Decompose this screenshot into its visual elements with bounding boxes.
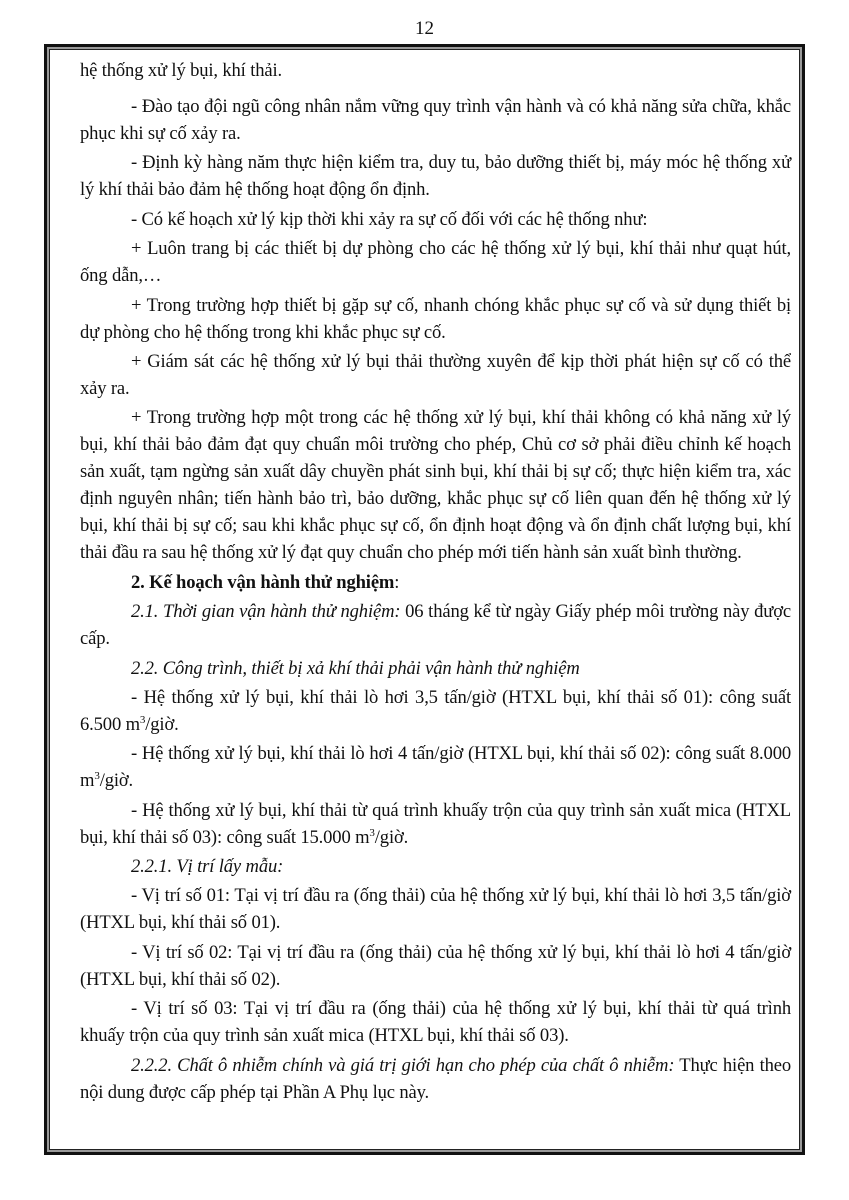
paragraph-system-03 xyxy=(80,797,791,851)
subsection-heading-equipment xyxy=(80,655,791,682)
document-body xyxy=(80,57,791,1108)
subsection-label: 2.2. Công trình, thiết bị xả khí thải phải vận hành thử nghiệm xyxy=(131,657,580,679)
paragraph-pollutants xyxy=(80,1052,791,1106)
paragraph-text: Thực hiện theo nội dung được cấp phép tại Phần A Phụ lục này. xyxy=(80,1054,791,1103)
paragraph-text: - Định kỳ hàng năm thực hiện kiểm tra, duy tu, bảo dưỡng thiết bị, máy móc hệ thống xử lý khí thải bảo đảm hệ thống hoạt động ổn định. xyxy=(80,152,791,201)
paragraph-continuation xyxy=(80,57,791,84)
paragraph-text: - Hệ thống xử lý bụi, khí thải từ quá trình khuấy trộn của quy trình sản xuất mica (HTXL bụi, khí thải số 03): công suất 15.000 m xyxy=(80,799,791,848)
subsection-label: 2.1. Thời gian vận hành thử nghiệm: xyxy=(131,601,401,623)
superscript: 3 xyxy=(369,826,375,839)
paragraph-text: - Hệ thống xử lý bụi, khí thải lò hơi 3,5 tấn/giờ (HTXL bụi, khí thải số 01): công suất 6.500 m xyxy=(80,686,791,735)
paragraph-text: + Giám sát các hệ thống xử lý bụi thải thường xuyên để kịp thời phát hiện sự cố có thể xảy ra. xyxy=(80,350,791,399)
subsection-heading-sampling xyxy=(80,853,791,880)
paragraph-text: + Luôn trang bị các thiết bị dự phòng cho các hệ thống xử lý bụi, khí thải như quạt hút, ống dẫn,… xyxy=(80,238,791,287)
section-heading-trial-plan xyxy=(80,569,791,596)
subsection-label: 2.2.2. Chất ô nhiễm chính và giá trị giới hạn cho phép của chất ô nhiễm: xyxy=(131,1054,675,1076)
paragraph-text: - Có kế hoạch xử lý kịp thời khi xảy ra sự cố đối với các hệ thống như: xyxy=(131,208,648,230)
paragraph-system-failure xyxy=(80,404,791,566)
paragraph-sampling-03 xyxy=(80,995,791,1049)
paragraph-system-02 xyxy=(80,740,791,794)
paragraph-monitoring xyxy=(80,348,791,402)
paragraph-text: - Vị trí số 03: Tại vị trí đầu ra (ống thải) của hệ thống xử lý bụi, khí thải từ quá trình khuấy trộn của quy trình sản xuất mica (HTXL bụi, khí thải số 03). xyxy=(80,998,791,1047)
subsection-label: 2.2.1. Vị trí lấy mẫu: xyxy=(131,856,284,878)
paragraph-backup-equipment xyxy=(80,235,791,289)
paragraph-maintenance xyxy=(80,149,791,203)
superscript: 3 xyxy=(139,713,146,726)
paragraph-text: + Trong trường hợp một trong các hệ thống xử lý bụi, khí thải không có khả năng xử lý bụi, khí thải bảo đảm đạt quy chuẩn môi trường cho phép, Chủ cơ sở phải điều chỉnh kế hoạch sản xuất, tạm ngừng sản xuất dây chuyền phát sinh bụi, khí thải bị sự cố; thực hiện kiểm tra, xác định nguyên nhân; tiến hành bảo trì, bảo dưỡng, khắc phục sự cố liên quan đến hệ thống xử lý bụi, khí thải bị sự cố; sau khi khắc phục sự cố, ổn định hoạt động và ổn định chất lượng bụi, khí thải đầu ra sau hệ thống xử lý đạt quy chuẩn cho phép mới tiến hành sản xuất bình thường. xyxy=(80,407,791,564)
heading-suffix: : xyxy=(394,571,400,593)
paragraph-tail: /giờ. xyxy=(145,713,179,735)
paragraph-tail: /giờ. xyxy=(99,770,134,792)
paragraph-text: - Vị trí số 01: Tại vị trí đầu ra (ống thải) của hệ thống xử lý bụi, khí thải lò hơi 3,5 tấn/giờ (HTXL bụi, khí thải số 01). xyxy=(80,885,791,934)
paragraph-system-01 xyxy=(80,684,791,738)
page-number: 12 xyxy=(415,18,434,39)
paragraph-text: + Trong trường hợp thiết bị gặp sự cố, nhanh chóng khắc phục sự cố và sử dụng thiết bị dự phòng cho hệ thống trong khi khắc phục sự cố. xyxy=(80,294,791,343)
superscript: 3 xyxy=(94,770,100,783)
section-heading: 2. Kế hoạch vận hành thử nghiệm xyxy=(131,571,395,593)
paragraph-incident-plan xyxy=(80,206,791,233)
paragraph-text: - Đào tạo đội ngũ công nhân nắm vững quy trình vận hành và có khả năng sửa chữa, khắc phục khi sự cố xảy ra. xyxy=(80,96,791,144)
paragraph-text: - Hệ thống xử lý bụi, khí thải lò hơi 4 tấn/giờ (HTXL bụi, khí thải số 02): công suất 8.000 m xyxy=(80,743,791,792)
paragraph-text: 06 tháng kể từ ngày Giấy phép môi trường này được cấp. xyxy=(80,601,791,650)
paragraph-sampling-02 xyxy=(80,939,791,993)
paragraph-sampling-01 xyxy=(80,882,791,936)
paragraph-trial-duration xyxy=(80,598,791,652)
paragraph-tail: /giờ. xyxy=(374,826,409,848)
paragraph-equipment-failure xyxy=(80,292,791,346)
paragraph-text: - Vị trí số 02: Tại vị trí đầu ra (ống thải) của hệ thống xử lý bụi, khí thải lò hơi 4 tấn/giờ (HTXL bụi, khí thải số 02). xyxy=(80,941,791,990)
paragraph-text: hệ thống xử lý bụi, khí thải. xyxy=(80,60,282,81)
paragraph-training xyxy=(80,93,791,147)
